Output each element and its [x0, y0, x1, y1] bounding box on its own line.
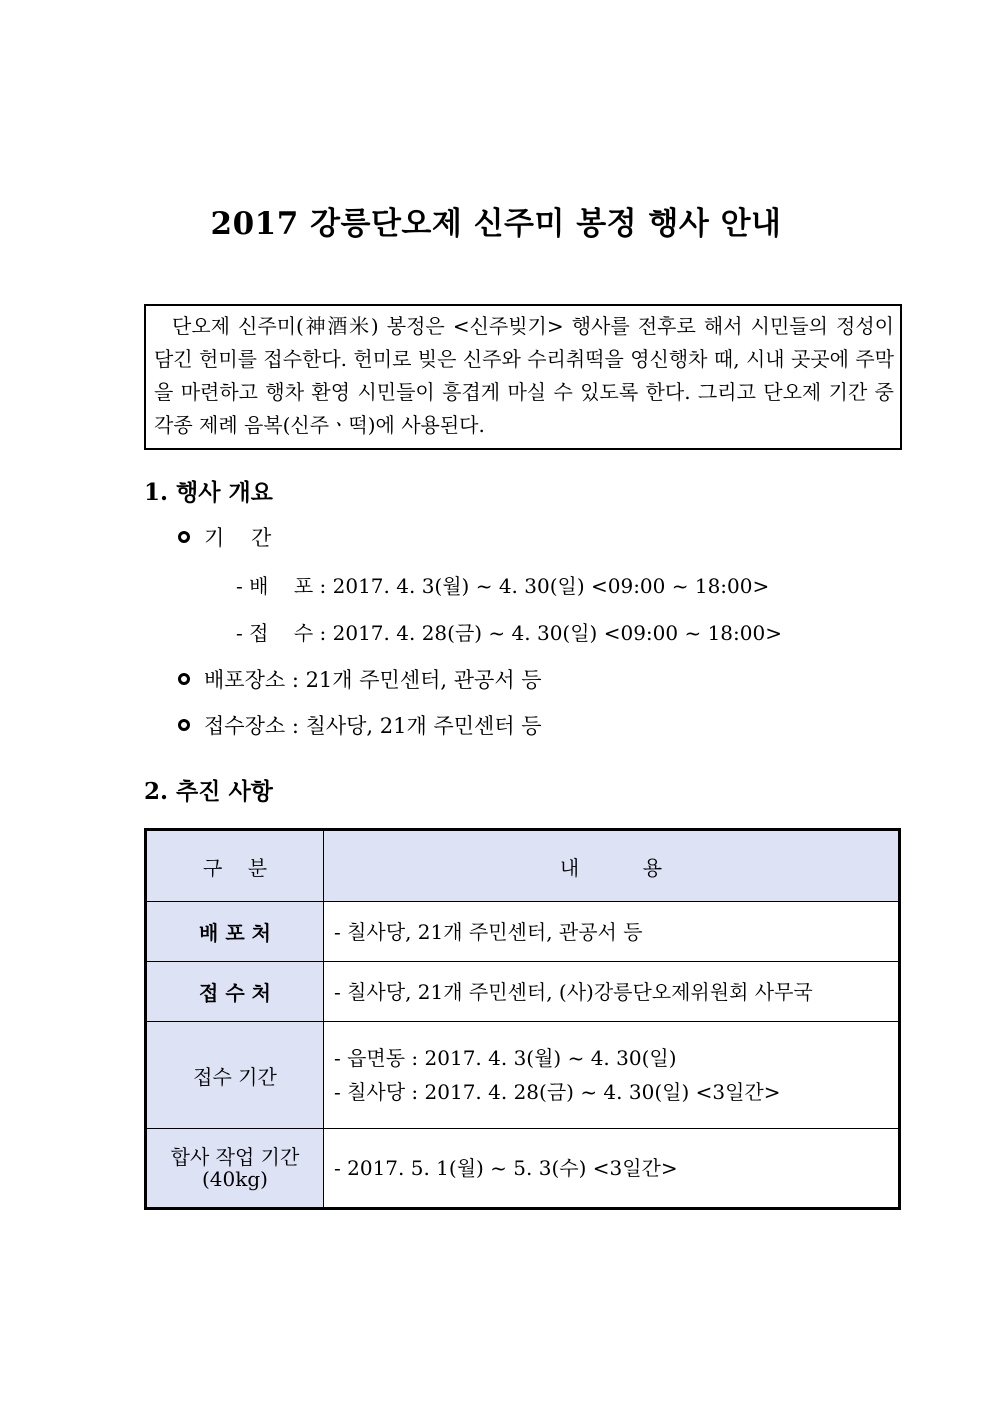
- row-label: 접 수 처: [146, 962, 324, 1022]
- content-line: - 읍면동 : 2017. 4. 3(월) ~ 4. 30(일): [334, 1046, 677, 1070]
- bullet-reception-place: [178, 710, 542, 740]
- row-content: [324, 1022, 900, 1129]
- header-category: 구 분: [146, 830, 324, 902]
- circle-bullet-icon: [178, 673, 190, 685]
- table-row: [146, 902, 900, 962]
- section-1-heading: 1. 행사 개요: [144, 479, 273, 506]
- content-line: - 칠사당 : 2017. 4. 28(금) ~ 4. 30(일) <3일간>: [334, 1080, 781, 1104]
- bullet-period: [178, 522, 271, 552]
- row-content: - 칠사당, 21개 주민센터, (사)강릉단오제위원회 사무국: [324, 962, 900, 1022]
- table-row: [146, 1022, 900, 1129]
- row-label: [146, 1129, 324, 1209]
- reception-place: 접수장소 : 칠사당, 21개 주민센터 등: [204, 714, 542, 738]
- distribution-period: - 배 포 : 2017. 4. 3(월) ~ 4. 30(일) <09:00 ~ 18:00>: [236, 574, 770, 598]
- intro-text: 단오제 신주미(神酒米) 봉정은 <신주빚기> 행사를 전후로 해서 시민들의 정성이 담긴 헌미를 접수한다. 헌미로 빚은 신주와 수리취떡을 영신행차 때, 시내 곳곳에 주막을 마련하고 행차 환영 시민들이 흥겹게 마실 수 있도록 한다. 그리고 단오제 기간 중 각종 제례 음복(신주ㆍ떡)에 사용된다.: [154, 314, 894, 437]
- distribution-place: 배포장소 : 21개 주민센터, 관공서 등: [204, 668, 542, 692]
- table-header-row: [146, 830, 900, 902]
- bullet-distribution-place: [178, 664, 542, 694]
- intro-box: [144, 304, 902, 450]
- row-label: 접수 기간: [146, 1022, 324, 1129]
- reception-period: - 접 수 : 2017. 4. 28(금) ~ 4. 30(일) <09:00 ~ 18:00>: [236, 621, 782, 645]
- page-title: 2017 강릉단오제 신주미 봉정 행사 안내: [210, 206, 782, 242]
- header-content: 내 용: [324, 830, 900, 902]
- period-label: 기 간: [204, 526, 272, 550]
- label-line: 합사 작업 기간: [170, 1145, 300, 1169]
- circle-bullet-icon: [178, 531, 190, 543]
- label-subline: (40kg): [202, 1167, 268, 1191]
- row-label: 배 포 처: [146, 902, 324, 962]
- table-row: [146, 1129, 900, 1209]
- section-2-heading: 2. 추진 사항: [144, 778, 273, 805]
- plan-table: [144, 828, 901, 1210]
- table-row: [146, 962, 900, 1022]
- row-content: - 칠사당, 21개 주민센터, 관공서 등: [324, 902, 900, 962]
- circle-bullet-icon: [178, 719, 190, 731]
- row-content: - 2017. 5. 1(월) ~ 5. 3(수) <3일간>: [324, 1129, 900, 1209]
